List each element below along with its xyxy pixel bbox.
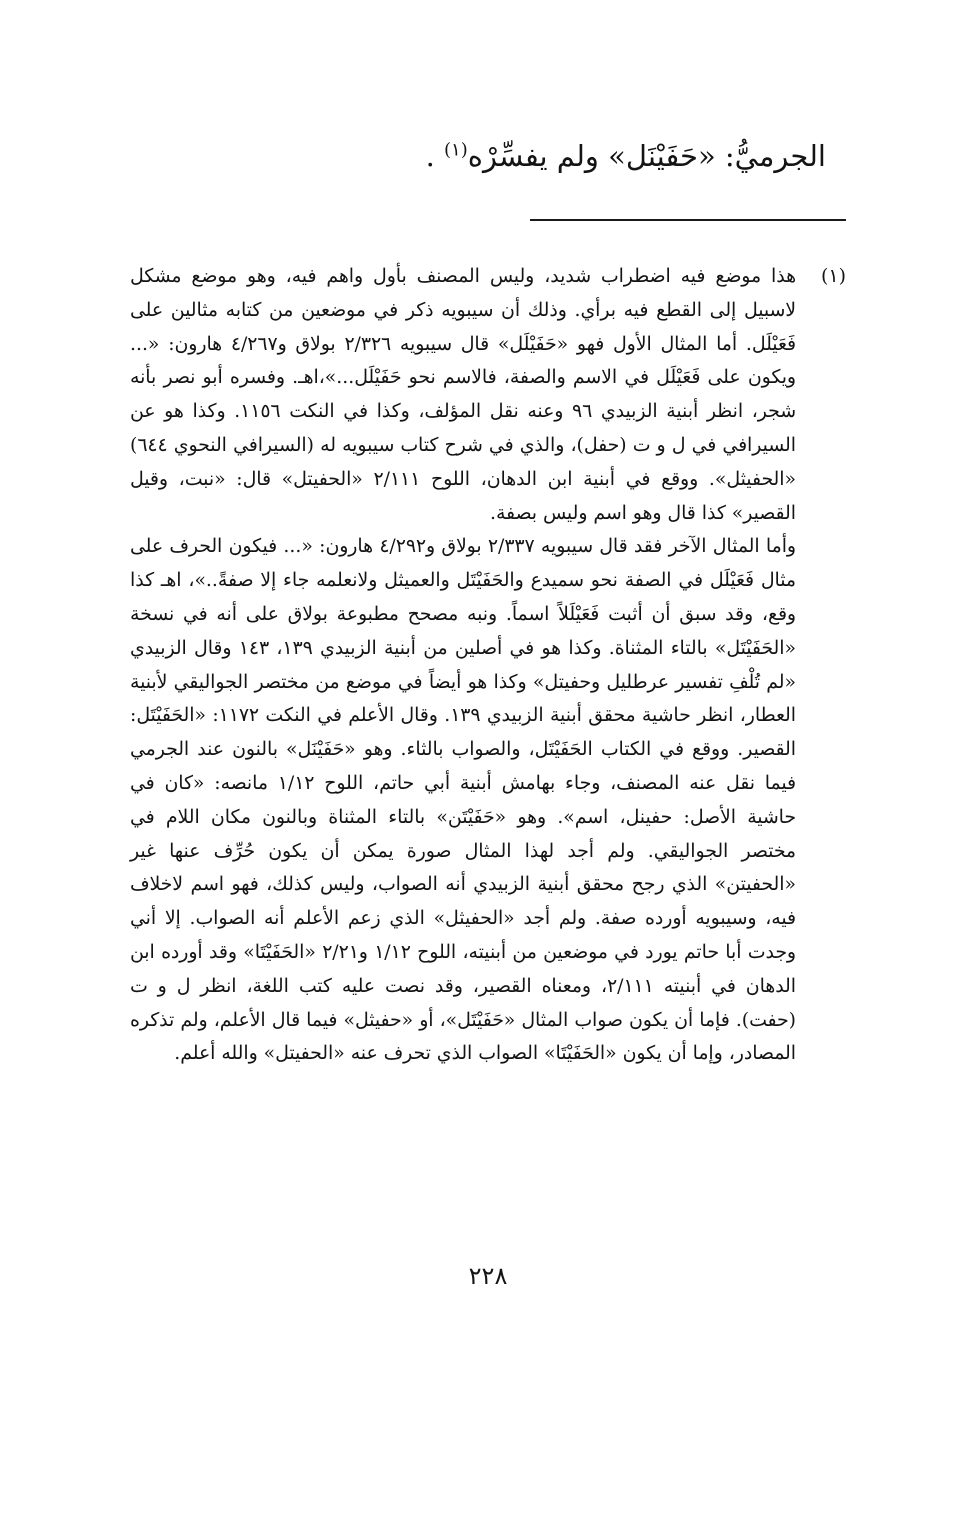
main-text-line <box>126 132 826 180</box>
footnote-reference: (١) <box>444 139 468 161</box>
page-number: ٢٢٨ <box>468 1262 508 1290</box>
main-text: الجرميُّ: «حَفَيْنَل» ولم يفسِّرْه <box>467 139 826 173</box>
footnote-paragraph-2: وأما المثال الآخر فقد قال سيبويه ٢/٣٣٧ بولاق و٤/٢٩٢ هارون: «... فيكون الحرف على مثال فَعَيْلَل في الصفة نحو سميدع والحَفَيْتَل والعميثل ولانعلمه جاء إلا صفةً..»، اهـ كذا وقع، وقد سبق أن أثبت فَعَيْلَلاً اسماً. ونبه مصحح مطبوعة بولاق على أنه في نسخة «الحَفَيْتَل» بالتاء المثناة. وكذا هو في أصلين من أبنية الزبيدي ١٣٩، ١٤٣ وقال الزبيدي «لم تُلْفِ تفسير عرطليل وحفيتل» وكذا هو أيضاً في موضع من مختصر الجواليقي لأبنية العطار، انظر حاشية محقق أبنية الزبيدي ١٣٩. وقال الأعلم في النكت ١١٧٢: «الحَفَيْتَل: القصير. ووقع في الكتاب الحَفَيْتَل، والصواب بالثاء. وهو «حَفَيْنَل» بالنون عند الجرمي فيما نقل عنه المصنف، وجاء بهامش أبنية أبي حاتم، اللوح ١/١٢ مانصه: «كان في حاشية الأصل: حفينل، اسم». وهو «حَفَيْتَن» بالتاء المثناة وبالنون مكان اللام في مختصر الجواليقي. ولم أجد لهذا المثال صورة يمكن أن يكون حُرِّف عنها غير «الحفيتن» الذي رجح محقق أبنية الزبيدي أنه الصواب، وليس كذلك، فهو اسم لاخلاف فيه، وسيبويه أورده صفة. ولم أجد «الحفيثل» الذي زعم الأعلم أنه الصواب. إلا أني وجدت أبا حاتم يورد في موضعين من أبنيته، اللوح ١/١٢ و٢/٢١ «الحَفَيْتَا» وقد أورده ابن الدهان في أبنيته ٢/١١١، ومعناه القصير، وقد نصت عليه كتب اللغة، انظر ل و ت (حفت). فإما أن يكون صواب المثال «حَفَيْتَل»، أو «حفيثل» فيما قال الأعلم، ولم تذكره المصادر، وإما أن يكون «الحَفَيْتَا» الصواب الذي تحرف عنه «الحفيتل» والله أعلم. <box>130 536 797 1065</box>
main-text-terminal: . <box>425 139 435 173</box>
footnote-separator-rule <box>530 219 846 221</box>
footnote-paragraph-1: هذا موضع فيه اضطراب شديد، وليس المصنف بأول واهم فيه، وهو موضع مشكل لاسبيل إلى القطع فيه برأي. وذلك أن سيبويه ذكر في موضعين من كتابه مثالين على فَعَيْلَل. أما المثال الأول فهو «حَفَيْلَل» قال سيبويه ٢/٣٢٦ بولاق و٤/٢٦٧ هارون: «... ويكون على فَعَيْلَل في الاسم والصفة، فالاسم نحو حَفَيْلَل...»،اهـ. وفسره أبو نصر بأنه شجر، انظر أبنية الزبيدي ٩٦ وعنه نقل المؤلف، وكذا في النكت ١١٥٦. وكذا هو عن السيرافي في ل و ت (حفل)، والذي في شرح كتاب سيبويه له (السيرافي النحوي ٦٤٤) «الحفيثل». ووقع في أبنية ابن الدهان، اللوح ٢/١١١ «الحفيتل» قال: «نبت، وقيل القصير» كذا قال وهو اسم وليس بصفة. <box>130 266 796 524</box>
footnote-marker: (١) <box>820 265 846 287</box>
footnote <box>130 260 846 1071</box>
footnote-body <box>130 260 796 1071</box>
